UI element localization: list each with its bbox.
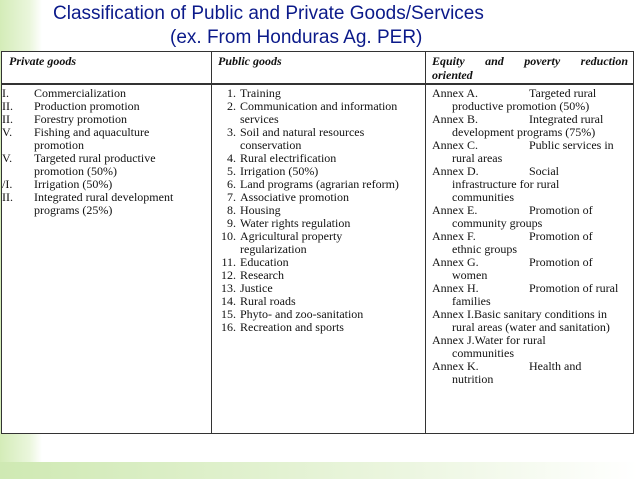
- item-number: 8.: [227, 203, 236, 217]
- item-text-line: women: [452, 268, 488, 282]
- public-goods-item: [216, 321, 422, 334]
- header-equity-word: reduction: [580, 54, 628, 68]
- equity-goods-item: [432, 334, 630, 360]
- item-number: 16.: [221, 320, 236, 334]
- item-number: 15.: [221, 307, 236, 321]
- annex-label: Annex I.: [432, 307, 474, 321]
- item-text-line: programs (25%): [34, 203, 113, 217]
- equity-goods-item: [432, 256, 630, 282]
- item-text-line: regularization: [240, 242, 307, 256]
- item-number: 5.: [227, 164, 236, 178]
- annex-label: Annex B.: [432, 112, 478, 126]
- item-text-line: Water for rural: [474, 333, 546, 347]
- annex-label: Annex D.: [432, 164, 479, 178]
- item-number: 14.: [221, 294, 236, 308]
- equity-goods-item: [432, 230, 630, 256]
- annex-label: Annex K.: [432, 359, 479, 373]
- private-goods-list: [2, 87, 210, 217]
- private-goods-item: [2, 126, 210, 152]
- item-text: [240, 100, 422, 126]
- item-text-line: Rural electrification: [240, 151, 337, 165]
- item-text-line: Targeted rural: [529, 86, 597, 100]
- item-number: 1.: [227, 86, 236, 100]
- item-text-line: Forestry promotion: [34, 112, 127, 126]
- item-text-line: infrastructure for rural: [452, 177, 560, 191]
- private-goods-item: [2, 191, 210, 217]
- item-number: 2.: [227, 99, 236, 113]
- item-text: [34, 126, 210, 152]
- item-text-line: Communication and information: [240, 99, 398, 113]
- public-goods-item: [216, 126, 422, 152]
- item-text-line: Promotion of: [529, 255, 593, 269]
- item-text-line: Training: [240, 86, 281, 100]
- item-number: 6.: [227, 177, 236, 191]
- item-text: [240, 126, 422, 152]
- item-text-line: Social: [529, 164, 559, 178]
- item-text-line: Irrigation (50%): [34, 177, 113, 191]
- equity-goods-item: [432, 360, 630, 386]
- item-text-line: productive promotion (50%): [452, 99, 590, 113]
- item-text: [34, 191, 210, 217]
- item-text-line: Promotion of: [529, 229, 593, 243]
- item-text-line: Integrated rural development: [34, 190, 174, 204]
- item-number: 3.: [227, 125, 236, 139]
- item-number: 9.: [227, 216, 236, 230]
- annex-label: Annex E.: [432, 203, 478, 217]
- item-text-line: Irrigation (50%): [240, 164, 319, 178]
- item-text-line: Phyto- and zoo-sanitation: [240, 307, 364, 321]
- equity-goods-item: [432, 204, 630, 230]
- item-text-line: promotion: [34, 138, 84, 152]
- item-text-line: promotion (50%): [34, 164, 117, 178]
- background-bottom-strip: [0, 462, 638, 479]
- item-number: V.: [2, 125, 13, 139]
- item-text-line: Agricultural property: [240, 229, 343, 243]
- item-text: [240, 230, 422, 256]
- item-text-line: Commercialization: [34, 86, 126, 100]
- item-text-line: Recreation and sports: [240, 320, 344, 334]
- item-text-line: ethnic groups: [452, 242, 517, 256]
- item-number: 4.: [227, 151, 236, 165]
- item-text-line: rural areas (water and sanitation): [452, 320, 610, 334]
- equity-goods-list: [432, 87, 630, 386]
- equity-goods-item: [432, 282, 630, 308]
- item-number: 13.: [221, 281, 236, 295]
- item-number: II.: [2, 190, 13, 204]
- equity-goods-item: [432, 87, 630, 113]
- header-divider: [2, 83, 633, 85]
- item-text-line: community groups: [452, 216, 543, 230]
- item-text-line: Soil and natural resources: [240, 125, 365, 139]
- equity-goods-item: [432, 165, 630, 204]
- item-text-line: Production promotion: [34, 99, 140, 113]
- item-number: II.: [2, 99, 13, 113]
- item-text-line: Fishing and aquaculture: [34, 125, 150, 139]
- item-text-line: Public services in: [529, 138, 614, 152]
- item-number: I.: [2, 86, 9, 100]
- equity-goods-item: [432, 139, 630, 165]
- item-text-line: families: [452, 294, 491, 308]
- header-equity-line2: oriented: [432, 68, 473, 82]
- item-text-line: rural areas: [452, 151, 503, 165]
- item-text-line: Education: [240, 255, 289, 269]
- item-text-line: nutrition: [452, 372, 494, 386]
- item-text-line: Rural roads: [240, 294, 296, 308]
- item-text-line: Land programs (agrarian reform): [240, 177, 399, 191]
- slide-title-line1: Classification of Public and Private Goods/Services: [53, 3, 484, 24]
- annex-label: Annex H.: [432, 281, 479, 295]
- annex-label: Annex J.: [432, 333, 475, 347]
- item-text: [240, 321, 422, 334]
- annex-label: Annex G.: [432, 255, 479, 269]
- item-text-line: communities: [452, 190, 514, 204]
- item-text-line: Water rights regulation: [240, 216, 351, 230]
- annex-label: Annex A.: [432, 86, 478, 100]
- header-private-goods: Private goods: [9, 54, 76, 68]
- item-number: 7.: [227, 190, 236, 204]
- item-text-line: development programs (75%): [452, 125, 596, 139]
- public-goods-item: [216, 230, 422, 256]
- item-text-line: Associative promotion: [240, 190, 349, 204]
- equity-goods-item: [432, 308, 630, 334]
- header-equity-oriented: [432, 54, 628, 82]
- header-equity-word: and: [485, 54, 504, 68]
- slide-title-line2: (ex. From Honduras Ag. PER): [170, 27, 423, 48]
- header-equity-word: Equity: [432, 54, 465, 68]
- item-text-line: services: [240, 112, 279, 126]
- annex-label: Annex F.: [432, 229, 476, 243]
- item-number: V.: [2, 151, 13, 165]
- column-divider: [211, 52, 212, 433]
- item-text-line: conservation: [240, 138, 302, 152]
- item-text-line: Promotion of: [529, 203, 593, 217]
- header-equity-word: poverty: [524, 54, 561, 68]
- header-public-goods: Public goods: [218, 54, 282, 68]
- item-text-line: Research: [240, 268, 284, 282]
- equity-goods-item: [432, 113, 630, 139]
- private-goods-item: [2, 152, 210, 178]
- item-text-line: Health and: [529, 359, 582, 373]
- goods-classification-table: [1, 51, 634, 434]
- item-text-line: Promotion of rural: [529, 281, 619, 295]
- item-text-line: Targeted rural productive: [34, 151, 156, 165]
- item-text-line: Housing: [240, 203, 281, 217]
- item-text-line: Integrated rural: [529, 112, 604, 126]
- item-text-line: Basic sanitary conditions in: [474, 307, 607, 321]
- item-text-line: communities: [452, 346, 514, 360]
- item-number: II.: [2, 112, 13, 126]
- item-number: 10.: [221, 229, 236, 243]
- item-number: /I.: [2, 177, 13, 191]
- column-divider: [425, 52, 426, 433]
- item-text: [34, 152, 210, 178]
- item-number: 11.: [221, 255, 236, 269]
- public-goods-list: [216, 87, 422, 334]
- item-number: 12.: [221, 268, 236, 282]
- annex-label: Annex C.: [432, 138, 478, 152]
- item-text-line: Justice: [240, 281, 273, 295]
- public-goods-item: [216, 100, 422, 126]
